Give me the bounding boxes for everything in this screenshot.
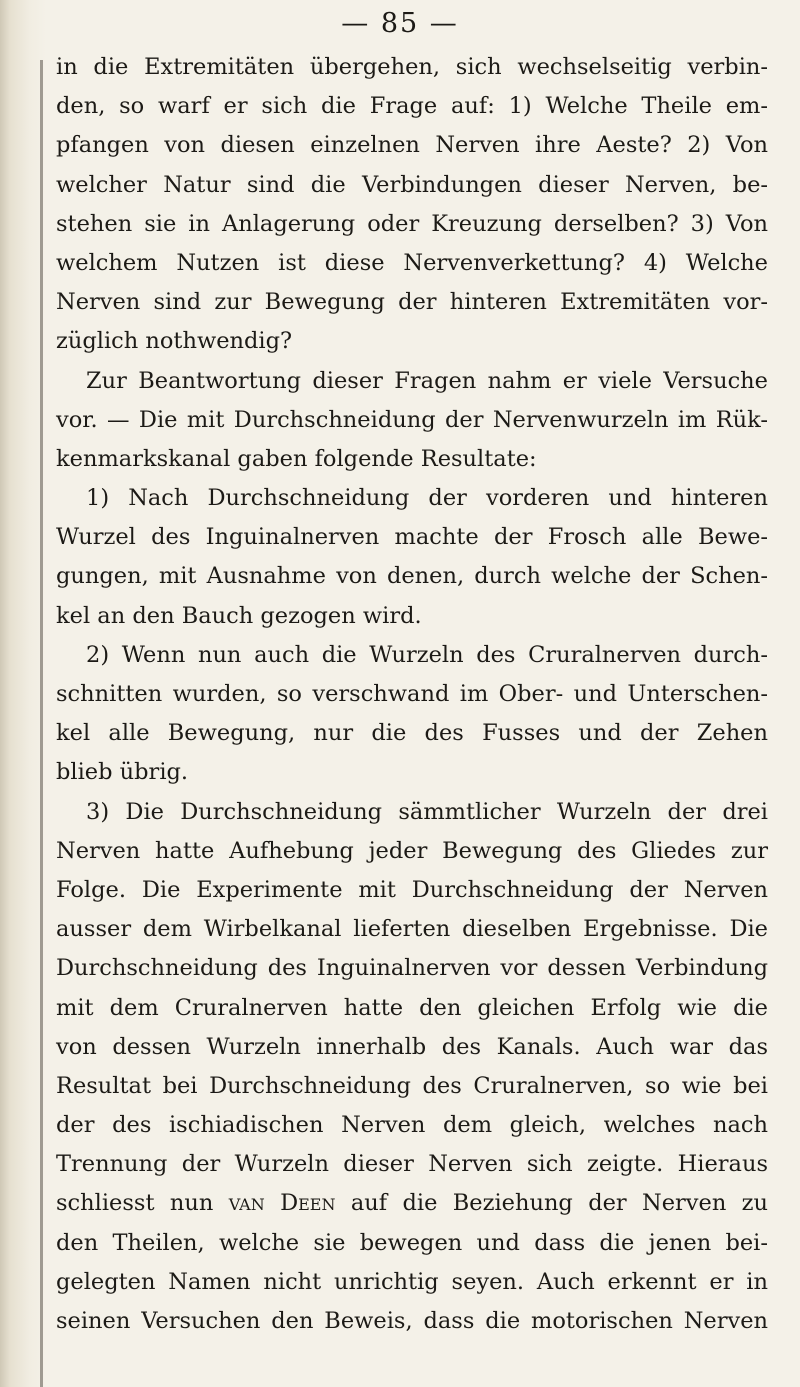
text-line: kel an den Bauch gezogen wird.	[56, 602, 422, 629]
text-line: Trennung der Wurzeln dieser Nerven sich zeigte. Hieraus	[56, 1151, 768, 1178]
text-line: Durchschneidung des Inguinalnerven vor dessen Verbindung	[56, 955, 768, 982]
text-line: seinen Versuchen den Beweis, dass die motorischen Nerven	[56, 1308, 768, 1334]
text-line: Wurzel des Inguinalnerven machte der Frosch alle Bewe-	[56, 524, 768, 551]
text-line: den, so warf er sich die Frage auf: 1) Welche Theile em-	[56, 93, 768, 120]
text-line: welchem Nutzen ist diese Nervenverkettung? 4) Welche	[56, 249, 768, 276]
binding-edge	[40, 60, 43, 1387]
page-number: — 85 —	[341, 8, 459, 39]
text-line: 1) Nach Durchschneidung der vorderen und hinteren	[86, 485, 768, 512]
text-line: vor. — Die mit Durchschneidung der Nervenwurzeln im Rük-	[56, 406, 768, 433]
text-line: schnitten wurden, so verschwand im Ober- und Unterschen-	[56, 681, 768, 707]
text-line: Zur Beantwortung dieser Fragen nahm er viele Versuche	[86, 367, 768, 394]
text-line: 3) Die Durchschneidung sämmtlicher Wurzeln der drei	[86, 798, 768, 825]
text-line: Resultat bei Durchschneidung des Cruralnerven, so wie bei	[56, 1072, 768, 1099]
text-line: kenmarkskanal gaben folgende Resultate:	[56, 445, 537, 472]
text-line: den Theilen, welche sie bewegen und dass die jenen bei-	[56, 1229, 768, 1256]
text-line: von dessen Wurzeln innerhalb des Kanals. Auch war das	[56, 1033, 768, 1060]
text-line: pfangen von diesen einzelnen Nerven ihre Aeste? 2) Von	[56, 132, 768, 159]
text-line: ausser dem Wirbelkanal lieferten dieselben Ergebnisse. Die	[56, 916, 768, 943]
text-line: der des ischiadischen Nerven dem gleich, welches nach	[56, 1112, 768, 1139]
text-line: Nerven hatte Aufhebung jeder Bewegung des Gliedes zur	[56, 837, 768, 864]
text-line: kel alle Bewegung, nur die des Fusses und der Zehen	[56, 720, 768, 747]
text-line: blieb übrig.	[56, 759, 189, 786]
text-segment: schliesst nun	[56, 1190, 214, 1217]
text-line	[56, 1184, 768, 1223]
text-line: in die Extremitäten übergehen, sich wechselseitig verbin-	[56, 54, 768, 80]
text-line: 2) Wenn nun auch die Wurzeln des Cruralnerven durch-	[86, 641, 768, 668]
text-line: gelegten Namen nicht unrichtig seyen. Auch erkennt er in	[56, 1268, 768, 1295]
text-line: mit dem Cruralnerven hatte den gleichen Erfolg wie die	[56, 994, 768, 1021]
text-line: stehen sie in Anlagerung oder Kreuzung derselben? 3) Von	[56, 210, 768, 237]
text-line: welcher Natur sind die Verbindungen dieser Nerven, be-	[56, 171, 768, 198]
text-segment: auf die Beziehung der Nerven zu	[350, 1190, 769, 1217]
body-text	[56, 48, 768, 1341]
text-line: gungen, mit Ausnahme von denen, durch welche der Schen-	[56, 563, 768, 590]
text-line: züglich nothwendig?	[56, 328, 293, 355]
text-line: Folge. Die Experimente mit Durchschneidung der Nerven	[56, 876, 768, 903]
text-line: Nerven sind zur Bewegung der hinteren Extremitäten vor-	[56, 289, 768, 316]
author-name: van Deen	[228, 1190, 336, 1217]
